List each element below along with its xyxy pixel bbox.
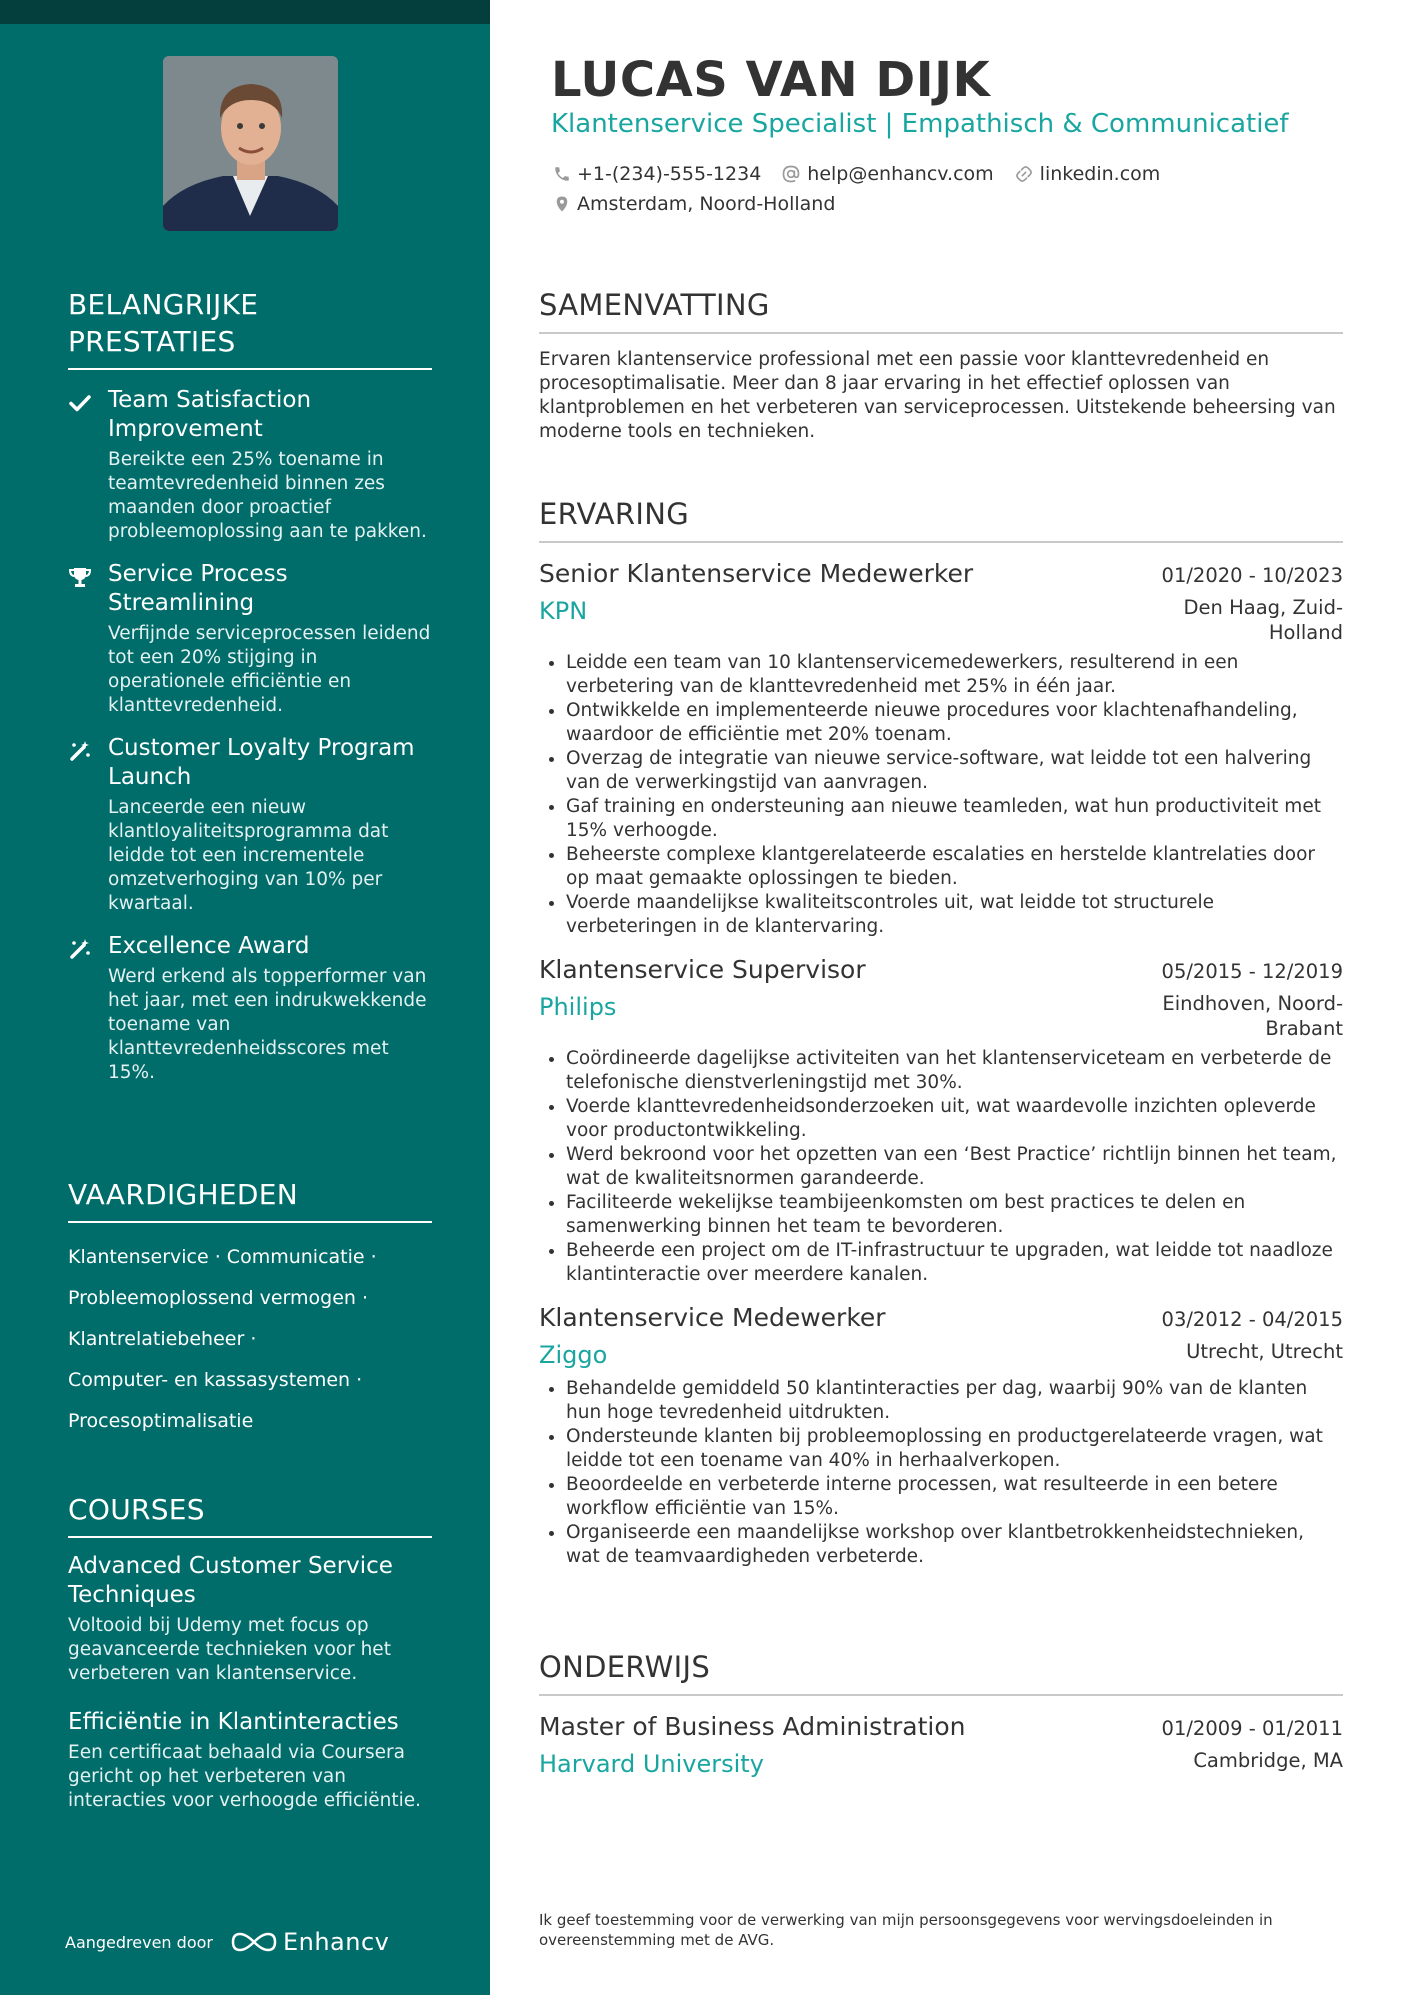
linkedin-text[interactable]: linkedin.com xyxy=(1039,163,1161,185)
education-subheader xyxy=(539,1748,1343,1780)
course-title: Advanced Customer Service Techniques xyxy=(68,1553,393,1608)
summary-text: Ervaren klantenservice professional met een passie voor klanttevredenheid en procesoptimalisatie. Meer dan 8 jaar ervaring in het effectief oplossen van klantproblemen en het verbeteren van serviceprocessen. Uitstekende beheersing van moderne tools en technieken. xyxy=(539,349,1336,442)
skill-item: Communicatie · xyxy=(226,1246,377,1268)
candidate-name: LUCAS VAN DIJK xyxy=(551,52,991,108)
achievement-item xyxy=(68,932,432,1085)
job-company: Ziggo xyxy=(539,1341,608,1369)
achievement-title: Excellence Award xyxy=(108,933,310,959)
education-school: Harvard University xyxy=(539,1750,764,1778)
course-description: Een certificaat behaald via Coursera gericht op het verbeteren van interacties voor verhoogde efficiëntie. xyxy=(68,1742,422,1811)
job-bullet: • Faciliteerde wekelijkse teambijeenkomsten om best practices te delen en samenwerking binnen het team te bevorderen. xyxy=(566,1191,1343,1239)
job-header xyxy=(539,557,1343,591)
magic-wand-icon xyxy=(68,937,92,961)
profile-photo-illustration xyxy=(163,56,338,231)
job-bullet: • Voerde klanttevredenheidsonderzoeken uit, wat waardevolle inzichten opleverde voor productontwikkeling. xyxy=(566,1095,1343,1143)
job-title: Klantenservice Supervisor xyxy=(539,955,866,984)
job-bullet: • Overzag de integratie van nieuwe service-software, wat leidde tot een halvering van de verwerkingstijd van aanvragen. xyxy=(566,747,1343,795)
job-bullet: • Beoordeelde en verbeterde interne processen, wat resulteerde in een betere workflow efficiëntie van 15%. xyxy=(566,1473,1343,1521)
education-heading: ONDERWIJS xyxy=(539,1648,1343,1696)
skill-item: Klantenservice · xyxy=(68,1246,221,1268)
achievement-description: Verfijnde serviceprocessen leidend tot een 20% stijging in operationele efficiëntie en klanttevredenheid. xyxy=(108,623,431,716)
phone-text[interactable]: +1-(234)-555-1234 xyxy=(577,163,762,185)
job-bullet: • Ontwikkelde en implementeerde nieuwe procedures voor klachtenafhandeling, waardoor de efficiëntie met 20% toenam. xyxy=(566,699,1343,747)
job-bullet: • Coördineerde dagelijkse activiteiten van het klantenserviceteam en verbeterde de telefonische dienstverleningstijd met 30%. xyxy=(566,1047,1343,1095)
candidate-tagline: Klantenservice Specialist | Empathisch & Communicatief xyxy=(551,109,1289,139)
job-bullet: • Voerde maandelijkse kwaliteitscontroles uit, wat leidde tot structurele verbeteringen in de klantervaring. xyxy=(566,891,1343,939)
course-item xyxy=(68,1552,432,1686)
contact-linkedin xyxy=(1014,161,1161,187)
achievement-title: Customer Loyalty Program Launch xyxy=(108,735,415,790)
location-pin-icon xyxy=(553,194,571,214)
job-bullet: • Gaf training en ondersteuning aan nieuwe teamleden, wat hun productiviteit met 15% verhoogde. xyxy=(566,795,1343,843)
job-title: Senior Klantenservice Medewerker xyxy=(539,559,974,588)
trophy-icon xyxy=(68,565,92,589)
job-bullet: • Ondersteunde klanten bij probleemoplossing en productgerelateerde vragen, wat leidde tot een toename van 40% in herhaalverkopen. xyxy=(566,1425,1343,1473)
skill-item: Computer- en kassasystemen · xyxy=(68,1369,363,1391)
email-text[interactable]: help@enhancv.com xyxy=(807,163,994,185)
job-location: Eindhoven, Noord-Brabant xyxy=(1162,992,1343,1040)
education-entry xyxy=(539,1710,1343,1780)
job-location: Utrecht, Utrecht xyxy=(1186,1340,1343,1363)
job-entry xyxy=(539,1301,1343,1569)
achievement-item xyxy=(68,386,432,544)
job-subheader xyxy=(539,1339,1343,1371)
education-header xyxy=(539,1710,1343,1744)
course-item xyxy=(68,1708,432,1813)
job-bullets xyxy=(539,651,1343,939)
skill-row xyxy=(68,1237,432,1278)
contact-row xyxy=(553,161,1180,187)
location-text: Amsterdam, Noord-Holland xyxy=(577,193,836,215)
gdpr-disclaimer: Ik geef toestemming voor de verwerking van mijn persoonsgegevens voor wervingsdoeleinden in overeenstemming met de AVG. xyxy=(539,1911,1273,1949)
achievement-title: Service Process Streamlining xyxy=(108,561,288,616)
achievements-section xyxy=(68,286,432,1085)
contact-email xyxy=(781,161,993,187)
experience-section xyxy=(539,495,1343,1569)
enhancv-logo-icon xyxy=(229,1928,279,1956)
achievement-description: Lanceerde een nieuw klantloyaliteitsprogramma dat leidde tot een incrementele omzetverhoging van 10% per kwartaal. xyxy=(108,797,389,914)
job-company: KPN xyxy=(539,597,588,625)
course-description: Voltooid bij Udemy met focus op geavanceerde technieken voor het verbeteren van klantenservice. xyxy=(68,1615,391,1684)
sidebar xyxy=(0,0,490,1995)
job-dates: 01/2020 - 10/2023 xyxy=(1161,564,1343,587)
skill-item: Probleemoplossend vermogen · xyxy=(68,1287,369,1309)
contact-phone xyxy=(553,161,761,187)
job-bullet: • Leidde een team van 10 klantenservicemedewerkers, resulterend in een verbetering van de klanttevredenheid met 25% in één jaar. xyxy=(566,651,1343,699)
job-bullet: • Werd bekroond voor het opzetten van een ‘Best Practice’ richtlijn binnen het team, wat de kwaliteitsnormen garandeerde. xyxy=(566,1143,1343,1191)
at-sign-icon xyxy=(781,164,801,184)
skills-section xyxy=(68,1176,432,1442)
courses-heading: COURSES xyxy=(68,1491,432,1538)
education-degree: Master of Business Administration xyxy=(539,1712,966,1741)
education-section xyxy=(539,1648,1343,1780)
job-dates: 03/2012 - 04/2015 xyxy=(1161,1308,1343,1331)
job-dates: 05/2015 - 12/2019 xyxy=(1161,960,1343,983)
job-header xyxy=(539,1301,1343,1335)
job-bullet: • Beheerste complexe klantgerelateerde escalaties en herstelde klantrelaties door op maat gemaakte oplossingen te bieden. xyxy=(566,843,1343,891)
job-entry xyxy=(539,953,1343,1287)
job-company: Philips xyxy=(539,993,617,1021)
summary-section xyxy=(539,286,1343,444)
enhancv-brand: Enhancv xyxy=(282,1928,390,1956)
education-dates: 01/2009 - 01/2011 xyxy=(1161,1717,1343,1740)
powered-by-label: Aangedreven door xyxy=(65,1932,213,1952)
achievement-item xyxy=(68,734,432,916)
job-bullet: • Organiseerde een maandelijkse workshop over klantbetrokkenheidstechnieken, wat de teamvaardigheden verbeterde. xyxy=(566,1521,1343,1569)
job-title: Klantenservice Medewerker xyxy=(539,1303,886,1332)
job-bullet: • Beheerde een project om de IT-infrastructuur te upgraden, wat leidde tot naadloze klantinteractie over meerdere kanalen. xyxy=(566,1239,1343,1287)
profile-photo xyxy=(163,56,338,231)
contact-row-location xyxy=(553,191,855,217)
experience-heading: ERVARING xyxy=(539,495,1343,543)
contact-location xyxy=(553,191,835,217)
job-location: Den Haag, Zuid-Holland xyxy=(1183,596,1343,644)
skill-item: Klantrelatiebeheer · xyxy=(68,1328,257,1350)
job-subheader xyxy=(539,595,1343,645)
powered-by xyxy=(65,1928,389,1956)
job-header xyxy=(539,953,1343,987)
achievement-description: Werd erkend als topperformer van het jaar, met een indrukwekkende toename van klanttevredenheidsscores met 15%. xyxy=(108,966,427,1083)
skill-item: Procesoptimalisatie xyxy=(68,1410,254,1432)
summary-heading: SAMENVATTING xyxy=(539,286,1343,334)
phone-icon xyxy=(553,165,571,183)
achievement-item xyxy=(68,560,432,718)
job-bullets xyxy=(539,1047,1343,1287)
achievement-description: Bereikte een 25% toename in teamtevredenheid binnen zes maanden door proactief probleemoplossing aan te pakken. xyxy=(108,449,427,542)
job-bullets xyxy=(539,1377,1343,1569)
skills-heading: VAARDIGHEDEN xyxy=(68,1176,432,1223)
link-icon xyxy=(1014,164,1034,184)
sidebar-top-band xyxy=(0,0,490,24)
achievements-heading: BELANGRIJKE PRESTATIES xyxy=(68,286,432,370)
job-subheader xyxy=(539,991,1343,1041)
job-entry xyxy=(539,557,1343,939)
magic-wand-icon xyxy=(68,739,92,763)
job-bullet: • Behandelde gemiddeld 50 klantinteracties per dag, waarbij 90% van de klanten hun hoge tevredenheid uitdrukten. xyxy=(566,1377,1343,1425)
courses-section xyxy=(68,1491,432,1813)
course-title: Efficiëntie in Klantinteracties xyxy=(68,1709,399,1735)
education-location: Cambridge, MA xyxy=(1193,1749,1343,1772)
checkmark-icon xyxy=(68,391,92,415)
skills-list xyxy=(68,1237,432,1442)
achievement-title: Team Satisfaction Improvement xyxy=(108,387,312,442)
